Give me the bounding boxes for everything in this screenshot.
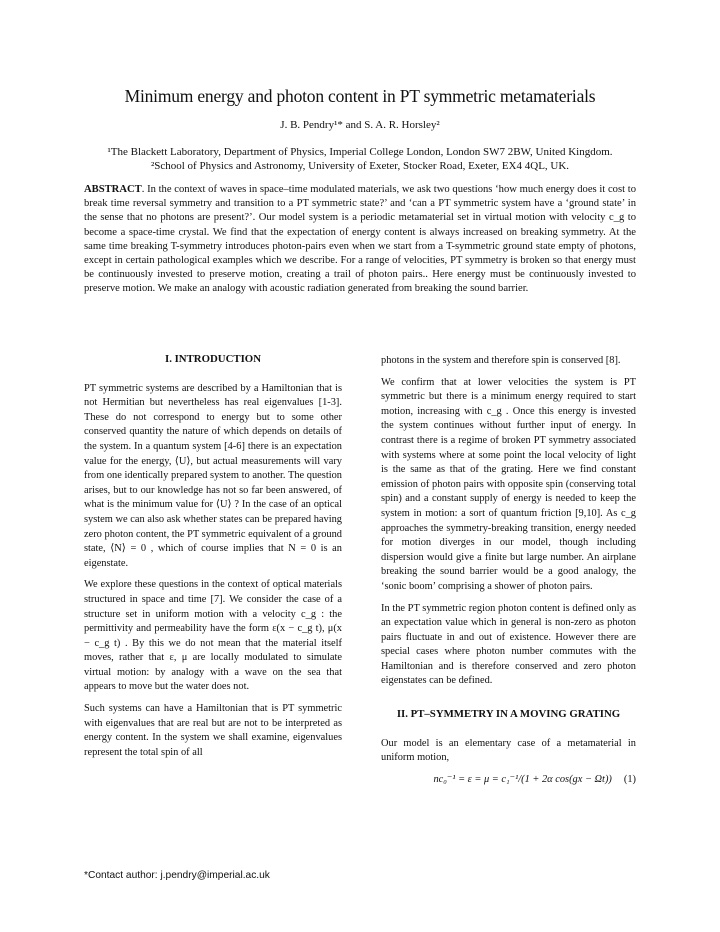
section-2-heading: II. PT–SYMMETRY IN A MOVING GRATING — [396, 708, 621, 721]
affiliation-1: ¹The Blackett Laboratory, Department of Physics, Imperial College London, London SW7 2BW, United Kingdom. — [107, 146, 613, 158]
left-column — [84, 352, 342, 767]
intro-paragraph-3: Such systems can have a Hamiltonian that is PT symmetric with eigenvalues that are real but are not to be interpreted as energy content. In the system we shall examine, eigenvalues represent the total spin of all — [84, 703, 342, 758]
equation-number: (1) — [623, 773, 636, 785]
intro-paragraph-6: In the PT symmetric region photon content is defined only as an expectation value which in general is non-zero as photon pairs fluctuate in and out of existence. However there are special cases where photon number commutes with the Hamiltonian and is therefore conserved and zero photon eigenstates can be defined. — [381, 602, 636, 687]
paper-title: Minimum energy and photon content in PT symmetric metamaterials — [124, 86, 596, 106]
section-1-heading: I. INTRODUCTION — [165, 353, 261, 365]
contact-footnote: *Contact author: j.pendry@imperial.ac.uk — [84, 870, 270, 881]
abstract-label: ABSTRACT — [84, 184, 142, 195]
equation-1 — [381, 773, 636, 788]
abstract-text: . In the context of waves in space–time modulated materials, we ask two questions ‘how much energy does it cost to break time reversal symmetry and transition to a PT symmetric state?’ and ‘can a PT symmetric system have a ‘ground state’ in the sense that no photons are present?’. Our model system is a periodic metamaterial set in virtual motion with velocity c_g to become a space-time crystal. We find that the expectation of energy content is always increased on breaking symmetry. At the same time breaking T-symmetry introduces photon-pairs even when we start from a T-symmetric ground state empty of photons, except in certain pathological examples which we describe. For a range of velocities, PT symmetry is broken so that energy must be continuously invested to preserve motion, creating a trail of photon pairs.. Here energy must be continuously invested to preserve motion. We make an analogy with acoustic radiation generated from breaking the sound barrier. — [84, 184, 636, 295]
intro-paragraph-4: photons in the system and therefore spin is conserved [8]. — [381, 355, 621, 366]
affiliation-2: ²School of Physics and Astronomy, University of Exeter, Stocker Road, Exeter, EX4 4QL, UK. — [150, 160, 570, 172]
paper-authors: J. B. Pendry¹* and S. A. R. Horsley² — [280, 119, 440, 131]
equation-expression: nc₀⁻¹ = ε = μ = c₁⁻¹/(1 + 2α cos(gx − Ωt)) — [433, 773, 612, 785]
abstract — [84, 183, 636, 297]
section-2-paragraph: Our model is an elementary case of a metamaterial in uniform motion, — [381, 737, 636, 764]
intro-paragraph-1: PT symmetric systems are described by a Hamiltonian that is not Hermitian but nevertheless has real eigenvalues [1-3]. These do not correspond to energy but to some other conserved quantity the nature of which depends on details of the system. In a quantum system [4-6] there is an expectation value for the energy, ⟨U⟩, but actual measurements will vary from one identically prepared system to another. The question arises, but to our knowledge has not so far been answered, of what is the minimum value for ⟨U⟩ ? In the case of an optical system we can also ask whether states can be prepared having zero photon content, the PT symmetric equivalent of a ground state, ⟨N⟩ = 0 , which of course implies that N = 0 is an eigenstate. — [84, 382, 342, 569]
right-column — [381, 354, 636, 787]
intro-paragraph-2: We explore these questions in the context of optical materials structured in space and time [7]. We consider the case of a structure set in uniform motion with a velocity c_g : the permittivity and permeability have the form ε(x − c_g t), μ(x − c_g t) . By this we do not mean that the material itself moves, rather that ε, μ are locally modulated to simulate virtual motion: by analogy with a wave on the sea that appears to move but the water does not. — [84, 579, 342, 693]
intro-paragraph-5: We confirm that at lower velocities the system is PT symmetric but there is a minimum energy required to start motion, increasing with c_g . Once this energy is invested the system continues without further input of energy. In contrast there is a regime of broken PT symmetry associated with systems where at some point the local velocity of light is the same as that of the grating. Here we find constant emission of photon pairs with opposite spin (conserving total spin) and a constant supply of energy is needed to keep the system in motion: a sort of quantum friction [9,10]. As c_g approaches the symmetry-breaking transition, energy needed for motion diverges in our model, though including dispersion would give a finite but large number. An airplane breaking the sound barrier would be a good analogy, the ‘sonic boom’ comprising a shower of photon pairs. — [381, 376, 636, 592]
